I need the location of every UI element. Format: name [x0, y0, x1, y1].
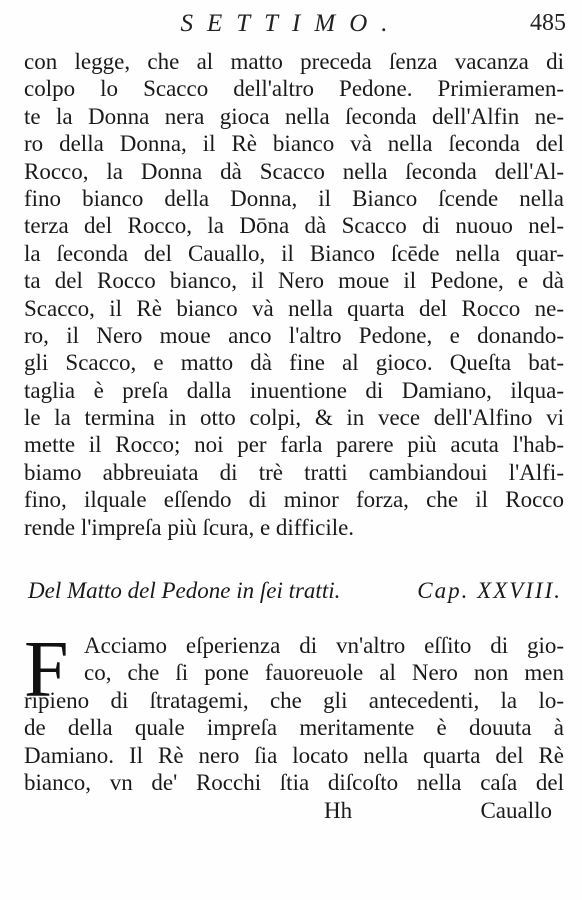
text-line: co, che ſi pone fauoreuole al Nero non men — [84, 660, 564, 686]
text-line: ta del Rocco bianco, il Nero moue il Pedone, e dà — [24, 268, 564, 294]
text-line: mette il Rocco; noi per farla parere più acuta l'hab- — [24, 432, 564, 458]
signature-mark: Hh — [324, 798, 353, 823]
text-line: de della quale impreſa meritamente è douuta à — [24, 715, 564, 741]
running-head-title: SETTIMO. — [180, 10, 402, 37]
text-line: gli Scacco, e matto dà fine al gioco. Queſta bat- — [24, 350, 564, 376]
text-line: ro, il Nero moue anco l'altro Pedone, e donando- — [24, 322, 564, 348]
text-line: rende l'impreſa più ſcura, e difficile. — [24, 514, 355, 540]
text-line: taglia è preſa dalla inuentione di Damiano, ilqua- — [24, 377, 564, 403]
text-line: ripieno di ſtratagemi, che gli antecedenti, la lo- — [24, 687, 564, 713]
chapter-title: Del Matto del Pedone in ſei tratti. — [28, 578, 341, 603]
catchline — [24, 798, 564, 828]
paragraph-1 — [24, 48, 564, 541]
text-line: biamo abbreuiata di trè tratti cambiandoui l'Alfi- — [24, 459, 564, 485]
text-line: terza del Rocco, la Dōna dà Scacco di nuouo nel- — [24, 213, 564, 239]
drop-cap-initial: F — [24, 626, 69, 714]
text-line: fino bianco della Donna, il Bianco ſcende nella — [24, 185, 564, 211]
page-number: 485 — [530, 10, 566, 36]
text-line: ro della Donna, il Rè bianco và nella ſeconda del — [24, 131, 564, 157]
chapter-heading — [28, 578, 562, 610]
text-line: Rocco, la Donna dà Scacco nella ſeconda dell'Al- — [24, 158, 564, 184]
text-line: te la Donna nera gioca nella ſeconda dell'Alfin ne- — [24, 103, 564, 129]
chapter-number: Cap. XXVIII. — [417, 578, 562, 603]
text-line: Damiano. Il Rè nero ſia locato nella quarta del Rè — [24, 742, 564, 768]
text-line: bianco, vn de' Rocchi ſtia diſcoſto nella caſa del — [24, 769, 564, 795]
text-line: la ſeconda del Cauallo, il Bianco ſcēde nella quar- — [24, 240, 564, 266]
text-line: con legge, che al matto preceda ſenza vacanza di — [24, 49, 564, 74]
paragraph-2 — [24, 626, 564, 796]
catchword: Cauallo — [480, 798, 552, 823]
running-head — [0, 8, 582, 48]
text-line: le la termina in otto colpi, & in vece dell'Alfino vi — [24, 405, 564, 431]
text-line: Acciamo eſperienza di vn'altro eſſito di gio- — [84, 633, 564, 658]
text-line: Scacco, il Rè bianco và nella quarta del Rocco ne- — [24, 295, 564, 321]
text-line: fino, ilquale eſſendo di minor forza, che il Rocco — [24, 487, 564, 513]
text-line: colpo lo Scacco dell'altro Pedone. Primieramen- — [24, 76, 564, 102]
